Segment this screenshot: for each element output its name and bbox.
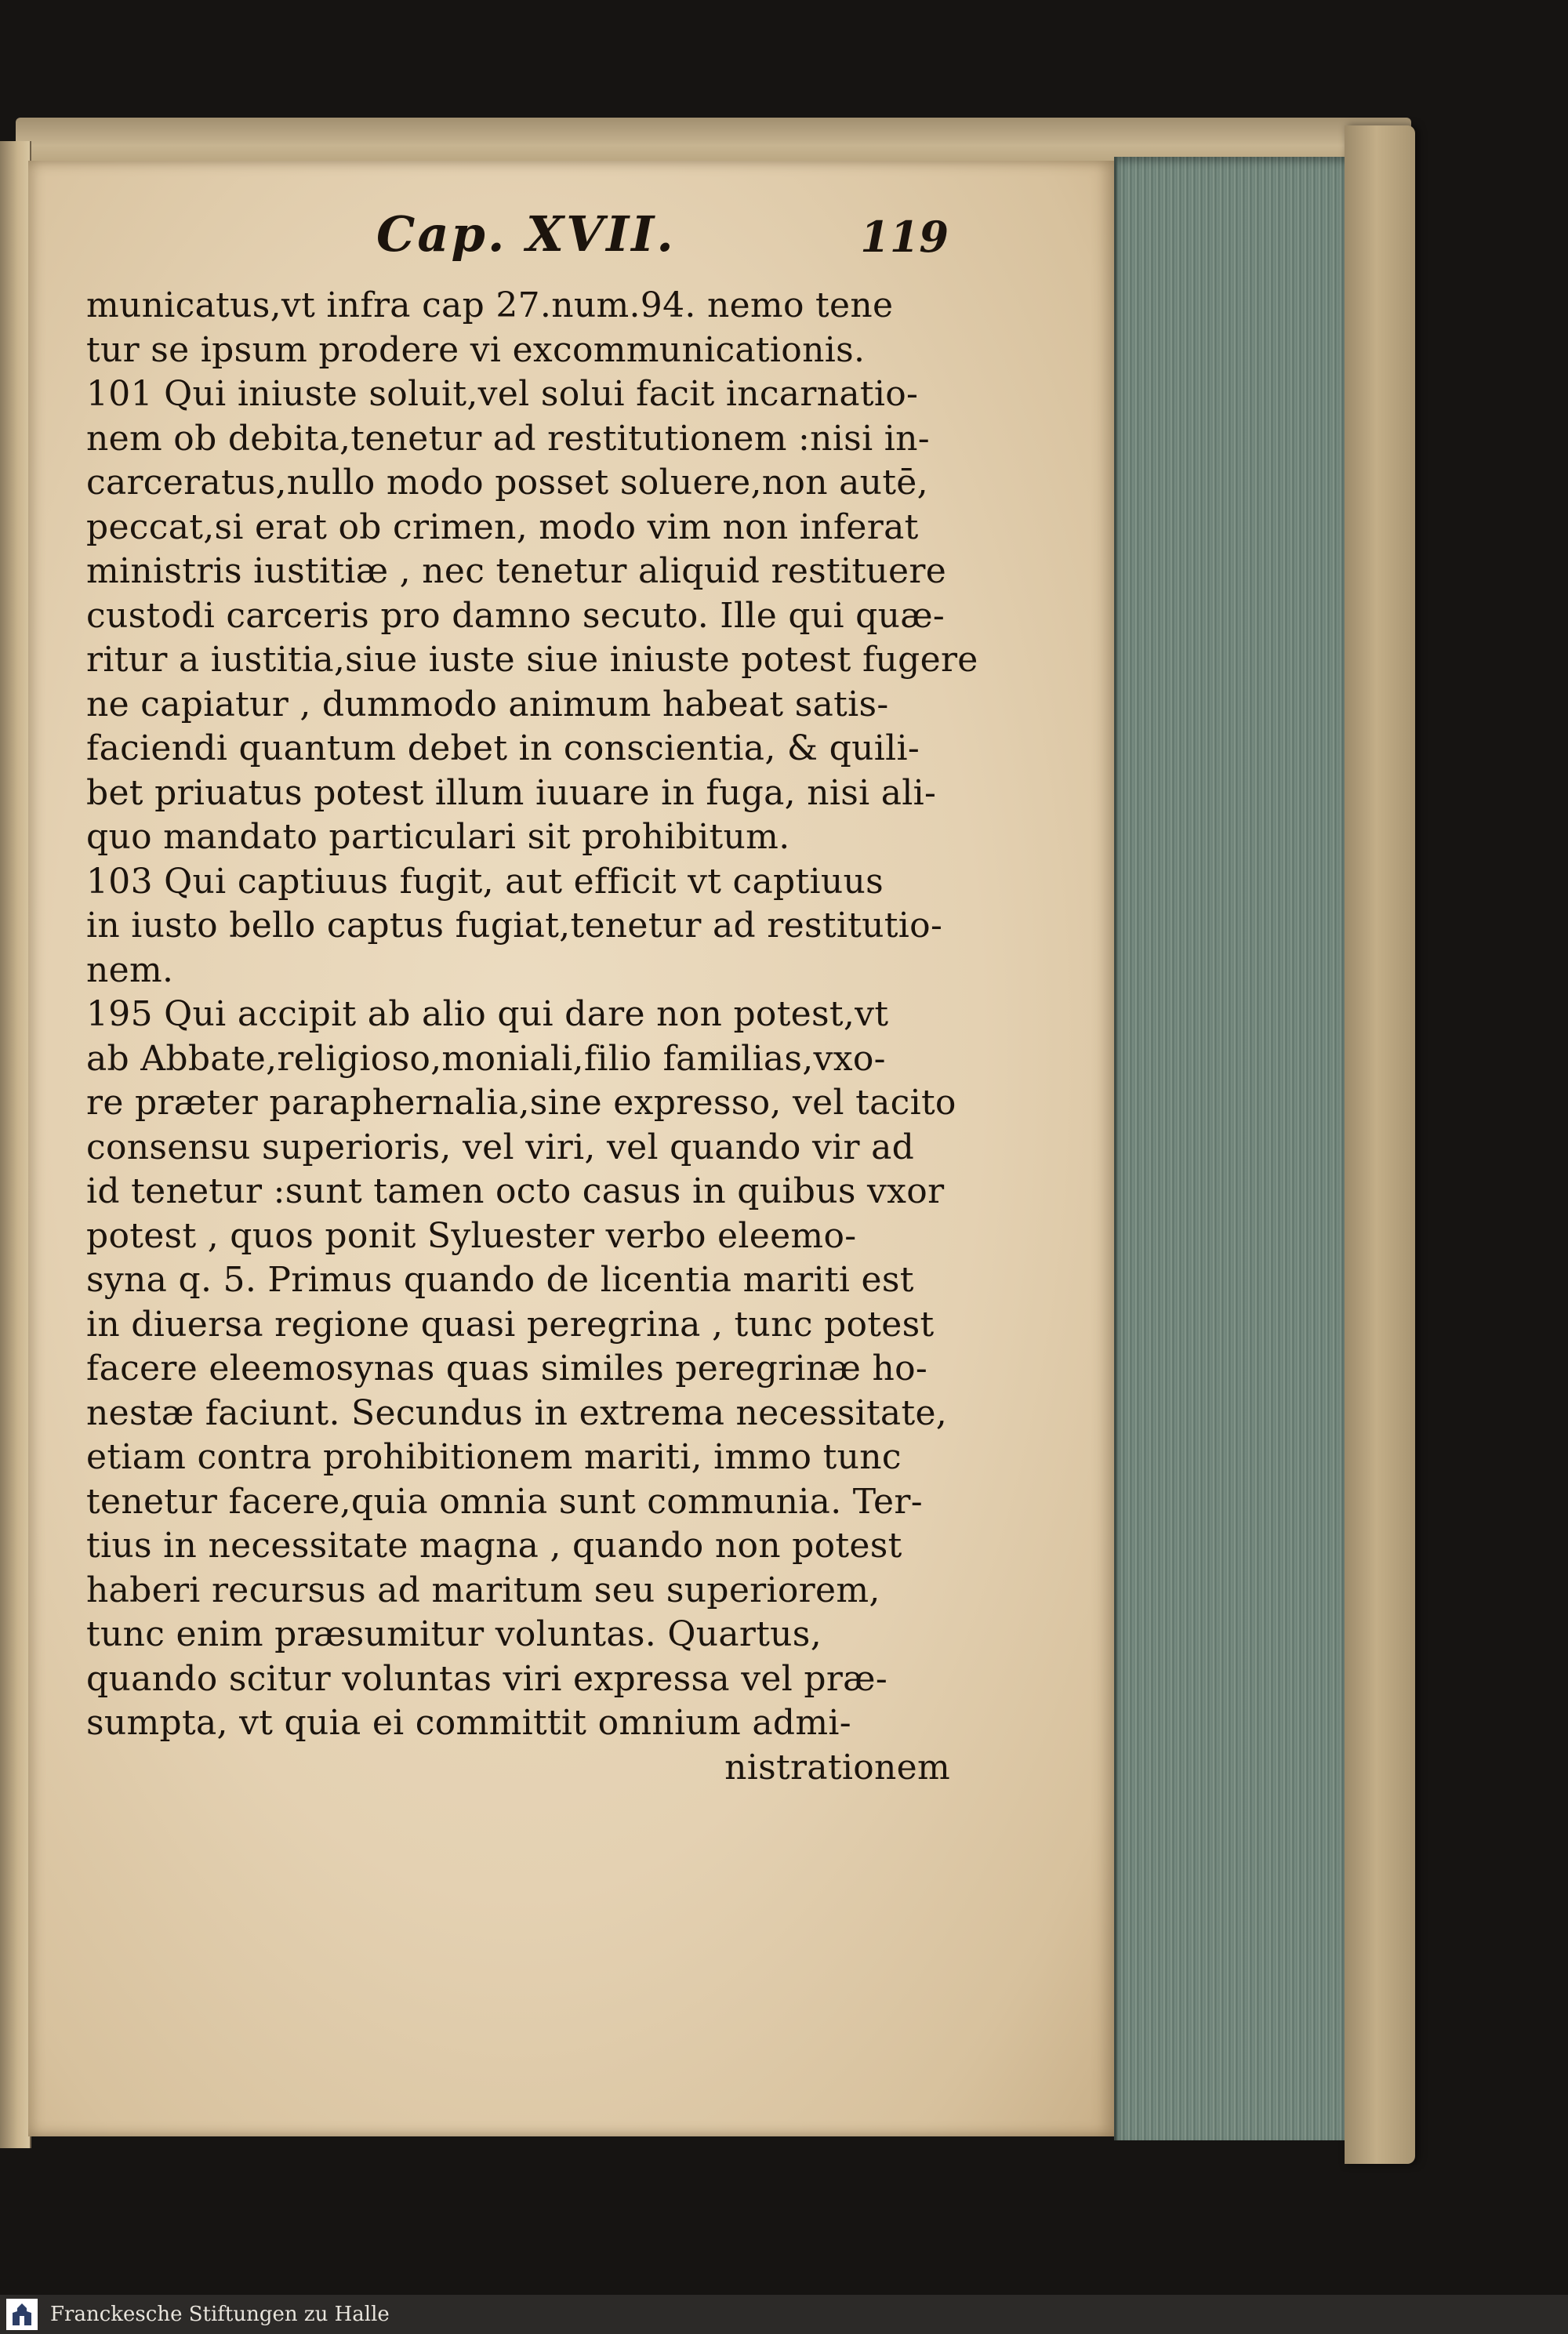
- text-line: consensu superioris, vel viri, vel quando vir ad: [86, 1127, 915, 1167]
- back-cover-board: [1345, 125, 1415, 2164]
- text-line: facere eleemosynas quas similes peregrinæ ho-: [86, 1348, 928, 1388]
- text-line: potest , quos ponit Syluester verbo eleemo-: [86, 1215, 857, 1256]
- page-text-block: [86, 205, 978, 1790]
- text-line: quo mandato particulari sit prohibitum.: [86, 817, 790, 857]
- text-line: peccat,si erat ob crimen, modo vim non inferat: [86, 506, 919, 547]
- text-line: municatus,vt infra cap 27.num.94. nemo tene: [86, 285, 894, 325]
- footer-bar: [0, 2295, 1568, 2334]
- text-line: custodi carceris pro damno secuto. Ille qui quæ-: [86, 595, 946, 636]
- page-number: 119: [860, 212, 949, 262]
- text-line: ministris iustitiæ , nec tenetur aliquid restituere: [86, 551, 947, 591]
- catchword: nistrationem: [724, 1747, 950, 1788]
- text-line: tenetur facere,quia omnia sunt communia. Ter-: [86, 1481, 923, 1522]
- text-line: tur se ipsum prodere vi excommunicationis.: [86, 329, 866, 370]
- text-line: tius in necessitate magna , quando non potest: [86, 1526, 902, 1566]
- text-line: etiam contra prohibitionem mariti, immo tunc: [86, 1437, 902, 1477]
- text-line: syna q. 5. Primus quando de licentia mariti est: [86, 1260, 914, 1300]
- text-line: nem ob debita,tenetur ad restitutionem :nisi in-: [86, 418, 930, 459]
- text-line: tunc enim præsumitur voluntas. Quartus,: [86, 1614, 822, 1654]
- running-head: [86, 205, 964, 284]
- footer-credit: Franckesche Stiftungen zu Halle: [50, 2303, 390, 2326]
- text-line: ab Abbate,religioso,moniali,filio familias,vxo-: [86, 1038, 886, 1079]
- text-line: 103 Qui captiuus fugit, aut efficit vt captiuus: [86, 861, 884, 902]
- text-line: 101 Qui iniuste soluit,vel solui facit incarnatio-: [86, 374, 919, 414]
- text-line: haberi recursus ad maritum seu superiorem,: [86, 1570, 880, 1610]
- text-line: ritur a iustitia,siue iuste siue iniuste potest fugere: [86, 640, 978, 680]
- text-line: re præter paraphernalia,sine expresso, vel tacito: [86, 1083, 956, 1123]
- text-line: in diuersa regione quasi peregrina , tunc potest: [86, 1304, 935, 1345]
- foundation-logo-icon: [6, 2299, 38, 2330]
- fore-edge-of-pages: [1114, 157, 1352, 2140]
- text-line: bet priuatus potest illum iuuare in fuga, nisi ali-: [86, 772, 937, 813]
- text-line: id tenetur :sunt tamen octo casus in quibus vxor: [86, 1171, 945, 1211]
- text-line: quando scitur voluntas viri expressa vel præ-: [86, 1658, 887, 1699]
- text-line: faciendi quantum debet in conscientia, & quili-: [86, 728, 920, 768]
- text-line: sumpta, vt quia ei committit omnium admi-: [86, 1703, 851, 1743]
- text-line: nem.: [86, 949, 174, 990]
- text-line: carceratus,nullo modo posset soluere,non autē,: [86, 463, 928, 503]
- text-lines: [86, 284, 978, 1746]
- text-line: 195 Qui accipit ab alio qui dare non potest,vt: [86, 994, 889, 1034]
- text-line: nestæ faciunt. Secundus in extrema necessitate,: [86, 1392, 948, 1433]
- left-page-edge: [0, 141, 31, 2148]
- chapter-heading: Cap. XVII.: [376, 205, 676, 263]
- text-line: ne capiatur , dummodo animum habeat satis-: [86, 684, 889, 724]
- text-line: in iusto bello captus fugiat,tenetur ad restitutio-: [86, 906, 943, 946]
